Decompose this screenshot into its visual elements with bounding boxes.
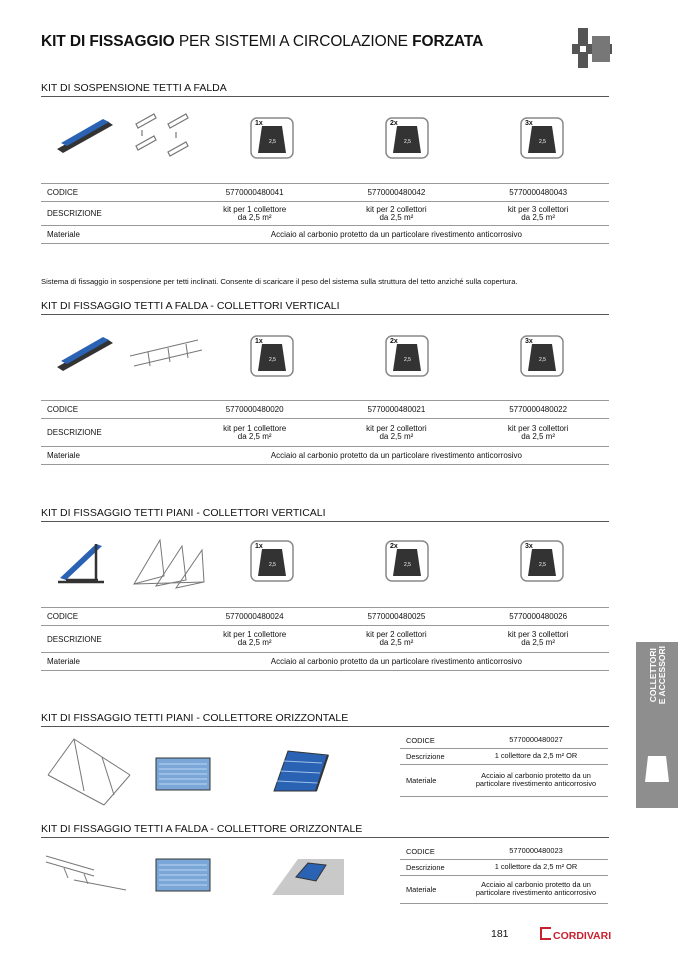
table-row bbox=[400, 764, 608, 796]
section-title-sospensione: KIT DI SOSPENSIONE TETTI A FALDA bbox=[41, 82, 609, 97]
label-descrizione: DESCRIZIONE bbox=[41, 626, 184, 653]
code-cell: 5770000480021 bbox=[326, 401, 468, 419]
badge-1x: 1x 2,5 bbox=[250, 540, 294, 582]
desc-cell: kit per 2 collettori da 2,5 m² bbox=[326, 202, 468, 226]
code-cell: 5770000480020 bbox=[184, 401, 326, 419]
badge-1x: 1x 2,5 bbox=[250, 117, 294, 159]
section-title-piani-verticali: KIT DI FISSAGGIO TETTI PIANI - COLLETTORI VERTICALI bbox=[41, 507, 609, 522]
table-row bbox=[41, 401, 609, 419]
table-row bbox=[41, 184, 609, 202]
table-row bbox=[400, 859, 608, 875]
roof-collector-image bbox=[270, 855, 346, 897]
label-materiale: Materiale bbox=[400, 875, 464, 903]
desc-cell: kit per 1 collettore da 2,5 m² bbox=[184, 202, 326, 226]
side-tab-label: COLLETTORI E ACCESSORI bbox=[648, 646, 667, 705]
code-cell: 5770000480024 bbox=[184, 608, 326, 626]
table-row bbox=[41, 202, 609, 226]
badge-3x: 3x 2,5 bbox=[520, 335, 564, 377]
horizontal-frame-image bbox=[44, 735, 134, 807]
label-materiale: Materiale bbox=[400, 764, 464, 796]
desc-cell: kit per 3 collettori da 2,5 m² bbox=[467, 202, 609, 226]
code-cell: 5770000480023 bbox=[464, 844, 608, 859]
table-row bbox=[41, 608, 609, 626]
table-row bbox=[400, 748, 608, 764]
desc-cell: kit per 2 collettori da 2,5 m² bbox=[326, 626, 468, 653]
material-cell: Acciaio al carbonio protetto da un particolare rivestimento anticorrosivo bbox=[184, 447, 609, 465]
rails-image bbox=[128, 336, 204, 372]
badge-2x: 2x 2,5 bbox=[385, 117, 429, 159]
side-tab-collettori[interactable] bbox=[636, 642, 678, 808]
desc-cell: kit per 2 collettori da 2,5 m² bbox=[326, 419, 468, 447]
table-row bbox=[41, 419, 609, 447]
desc-cell: 1 collettore da 2,5 m² OR bbox=[464, 859, 608, 875]
table-row bbox=[41, 226, 609, 244]
label-descrizione: DESCRIZIONE bbox=[41, 202, 184, 226]
label-codice: CODICE bbox=[41, 184, 184, 202]
brand-mark-icon bbox=[540, 927, 551, 940]
roof-rails-image bbox=[44, 850, 128, 894]
label-descrizione: DESCRIZIONE bbox=[41, 419, 184, 447]
brand-logo: CORDIVARI bbox=[540, 927, 611, 942]
badge-3x: 3x 2,5 bbox=[520, 117, 564, 159]
label-descrizione: Descrizione bbox=[400, 748, 464, 764]
table-row bbox=[400, 844, 608, 859]
spec-table-falda-orizzontale bbox=[400, 844, 608, 904]
desc-cell: 1 collettore da 2,5 m² OR bbox=[464, 748, 608, 764]
desc-cell: kit per 1 collettore da 2,5 m² bbox=[184, 419, 326, 447]
desc-cell: kit per 1 collettore da 2,5 m² bbox=[184, 626, 326, 653]
code-cell: 5770000480027 bbox=[464, 733, 608, 748]
section-title-piani-orizzontale: KIT DI FISSAGGIO TETTI PIANI - COLLETTORE ORIZZONTALE bbox=[41, 712, 609, 727]
label-codice: CODICE bbox=[41, 608, 184, 626]
page-title: KIT DI FISSAGGIO PER SISTEMI A CIRCOLAZIONE FORZATA bbox=[41, 33, 484, 50]
collector-panel-image bbox=[155, 858, 211, 892]
code-cell: 5770000480043 bbox=[467, 184, 609, 202]
table-row bbox=[400, 875, 608, 903]
material-cell: Acciaio al carbonio protetto da un particolare rivestimento anticorrosivo bbox=[464, 875, 608, 903]
table-row bbox=[41, 626, 609, 653]
flat-roof-frame-image bbox=[56, 540, 108, 586]
spec-table-sospensione bbox=[41, 183, 609, 244]
label-codice: CODICE bbox=[400, 733, 464, 748]
material-cell: Acciaio al carbonio protetto da un particolare rivestimento anticorrosivo bbox=[184, 226, 609, 244]
desc-cell: kit per 3 collettori da 2,5 m² bbox=[467, 419, 609, 447]
badge-1x: 1x 2,5 bbox=[250, 335, 294, 377]
code-cell: 5770000480041 bbox=[184, 184, 326, 202]
spec-table-falda-verticali bbox=[41, 400, 609, 465]
brackets-image bbox=[132, 112, 204, 164]
label-materiale: Materiale bbox=[41, 226, 184, 244]
section-title-falda-orizzontale: KIT DI FISSAGGIO TETTI A FALDA - COLLETTORE ORIZZONTALE bbox=[41, 823, 609, 838]
frame-structure-image bbox=[130, 536, 206, 590]
section-title-falda-verticali: KIT DI FISSAGGIO TETTI A FALDA - COLLETTORI VERTICALI bbox=[41, 300, 609, 315]
badge-2x: 2x 2,5 bbox=[385, 540, 429, 582]
collector-icon bbox=[644, 754, 670, 784]
badge-2x: 2x 2,5 bbox=[385, 335, 429, 377]
code-cell: 5770000480025 bbox=[326, 608, 468, 626]
table-row bbox=[400, 733, 608, 748]
table-row bbox=[41, 653, 609, 671]
code-cell: 5770000480026 bbox=[467, 608, 609, 626]
code-cell: 5770000480042 bbox=[326, 184, 468, 202]
mounting-kit-icon bbox=[572, 26, 612, 70]
material-cell: Acciaio al carbonio protetto da un particolare rivestimento anticorrosivo bbox=[184, 653, 609, 671]
label-materiale: Materiale bbox=[41, 447, 184, 465]
suspension-kit-image bbox=[55, 115, 117, 155]
label-codice: CODICE bbox=[400, 844, 464, 859]
roof-mount-image bbox=[55, 333, 117, 373]
table-row bbox=[41, 447, 609, 465]
label-materiale: Materiale bbox=[41, 653, 184, 671]
material-cell: Acciaio al carbonio protetto da un particolare rivestimento anticorrosivo bbox=[464, 764, 608, 796]
badge-3x: 3x 2,5 bbox=[520, 540, 564, 582]
code-cell: 5770000480022 bbox=[467, 401, 609, 419]
spec-table-piani-orizzontale bbox=[400, 733, 608, 797]
label-codice: CODICE bbox=[41, 401, 184, 419]
mounted-collector-image bbox=[270, 747, 330, 797]
spec-table-piani-verticali bbox=[41, 607, 609, 671]
label-descrizione: Descrizione bbox=[400, 859, 464, 875]
page-number: 181 bbox=[491, 928, 509, 940]
description-paragraph: Sistema di fissaggio in sospensione per tetti inclinati. Consente di scaricare il peso del sistema sulla struttura del tetto anziché sulla copertura. bbox=[41, 277, 518, 286]
desc-cell: kit per 3 collettori da 2,5 m² bbox=[467, 626, 609, 653]
collector-panel-image bbox=[155, 757, 211, 791]
